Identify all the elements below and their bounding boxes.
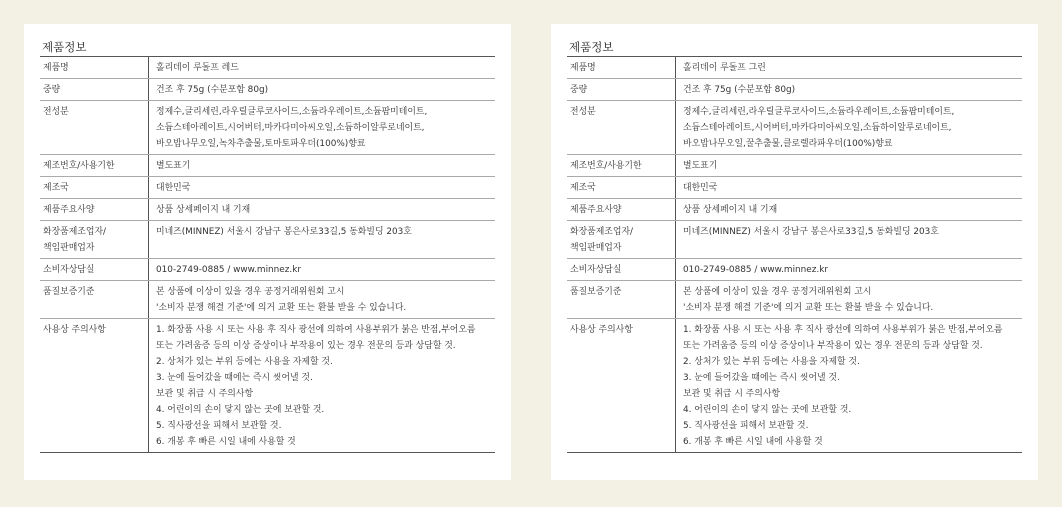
row-value bbox=[149, 281, 496, 319]
row-value bbox=[676, 199, 1023, 221]
row-value bbox=[149, 79, 496, 101]
row-label-text: 중량 bbox=[570, 85, 588, 95]
row-value-text: 별도표기 bbox=[156, 161, 191, 171]
table-row bbox=[567, 259, 1022, 281]
row-label bbox=[567, 221, 676, 259]
row-value-text: 4. 어린이의 손이 닿지 않는 곳에 보관할 것. bbox=[683, 405, 852, 415]
row-value-text: 바오밥나무오일,꿀추출물,클로렐라파우더(100%)향료 bbox=[683, 139, 893, 149]
table-row bbox=[567, 79, 1022, 101]
row-value-text: 대한민국 bbox=[156, 183, 191, 193]
row-value-text: 5. 직사광선을 피해서 보관할 것. bbox=[156, 421, 282, 431]
row-value-text: 본 상품에 이상이 있을 경우 공정거래위원회 고시 bbox=[683, 287, 872, 297]
row-value-text: 대한민국 bbox=[683, 183, 718, 193]
row-value-text: 010-2749-0885 / www.minnez.kr bbox=[156, 265, 302, 275]
row-label bbox=[567, 281, 676, 319]
row-label bbox=[40, 79, 149, 101]
row-value bbox=[149, 177, 496, 199]
row-value bbox=[676, 281, 1023, 319]
row-label-text: 중량 bbox=[43, 85, 61, 95]
row-value-text: 보관 및 취급 시 주의사항 bbox=[156, 389, 254, 399]
row-value bbox=[676, 57, 1023, 79]
row-label-text: 소비자상담실 bbox=[570, 265, 622, 275]
row-value-text: 5. 직사광선을 피해서 보관할 것. bbox=[683, 421, 809, 431]
row-value-text: 보관 및 취급 시 주의사항 bbox=[683, 389, 781, 399]
table-row bbox=[40, 155, 495, 177]
row-value-text: '소비자 분쟁 해결 기준'에 의거 교환 또는 환불 받을 수 있습니다. bbox=[156, 303, 407, 313]
table-row bbox=[40, 199, 495, 221]
row-label-text: 제품주요사양 bbox=[43, 205, 95, 215]
row-label bbox=[40, 57, 149, 79]
row-value bbox=[676, 79, 1023, 101]
row-value-text: 별도표기 bbox=[683, 161, 718, 171]
row-value-text: 홀리데이 루돌프 레드 bbox=[156, 63, 239, 73]
row-value bbox=[149, 101, 496, 155]
table-row bbox=[567, 177, 1022, 199]
row-value bbox=[676, 177, 1023, 199]
table-row bbox=[567, 155, 1022, 177]
row-value-text: 3. 눈에 들어갔을 때에는 즉시 씻어낼 것. bbox=[156, 373, 313, 383]
row-value-text: 또는 가려움증 등의 이상 증상이나 부작용이 있는 경우 전문의 등과 상담할 것. bbox=[683, 341, 983, 351]
row-value-text: 상품 상세페이지 내 기재 bbox=[683, 205, 778, 215]
row-label bbox=[567, 57, 676, 79]
row-value-text: '소비자 분쟁 해결 기준'에 의거 교환 또는 환불 받을 수 있습니다. bbox=[683, 303, 934, 313]
row-value-text: 본 상품에 이상이 있을 경우 공정거래위원회 고시 bbox=[156, 287, 345, 297]
row-label-text: 화장품제조업자/ bbox=[43, 227, 107, 237]
table-row bbox=[40, 57, 495, 79]
card-title: 제품정보 bbox=[569, 40, 614, 54]
row-value-text: 소듐스테아레이트,시어버터,마카다미아씨오일,소듐하이알루로네이트, bbox=[683, 123, 952, 133]
row-label bbox=[40, 221, 149, 259]
table-row bbox=[40, 101, 495, 155]
row-label bbox=[567, 101, 676, 155]
row-label bbox=[567, 177, 676, 199]
row-label-text: 화장품제조업자/ bbox=[570, 227, 634, 237]
row-label-text: 제조번호/사용기한 bbox=[570, 161, 642, 171]
table-row bbox=[40, 281, 495, 319]
row-label bbox=[567, 79, 676, 101]
row-value bbox=[676, 259, 1023, 281]
row-value-text: 소듐스테아레이트,시어버터,마카다미아씨오일,소듐하이알루로네이트, bbox=[156, 123, 425, 133]
table-row bbox=[40, 177, 495, 199]
row-value-text: 정제수,글리세린,라우릴글루코사이드,소듐라우레이트,소듐팜미테이트, bbox=[156, 107, 428, 117]
row-value-text: 010-2749-0885 / www.minnez.kr bbox=[683, 265, 829, 275]
row-label bbox=[40, 319, 149, 453]
row-value bbox=[676, 155, 1023, 177]
row-label bbox=[40, 259, 149, 281]
row-label-text: 품질보증기준 bbox=[43, 287, 95, 297]
row-label-text: 책임판매업자 bbox=[570, 243, 622, 253]
row-label-text: 전성분 bbox=[43, 107, 69, 117]
row-value-text: 정제수,글리세린,라우릴글루코사이드,소듐라우레이트,소듐팜미테이트, bbox=[683, 107, 955, 117]
row-value-text: 건조 후 75g (수분포함 80g) bbox=[683, 85, 796, 95]
row-value bbox=[149, 221, 496, 259]
row-label bbox=[567, 199, 676, 221]
row-label-text: 사용상 주의사항 bbox=[43, 325, 106, 335]
row-label-text: 전성분 bbox=[570, 107, 596, 117]
row-label bbox=[40, 281, 149, 319]
row-value-text: 1. 화장품 사용 시 또는 사용 후 직사 광선에 의하여 사용부위가 붉은 반점,부어오름 bbox=[683, 325, 1003, 335]
table-row bbox=[567, 221, 1022, 259]
row-value bbox=[149, 199, 496, 221]
row-value-text: 건조 후 75g (수분포함 80g) bbox=[156, 85, 269, 95]
table-row bbox=[40, 79, 495, 101]
row-value-text: 홀리데이 루돌프 그린 bbox=[683, 63, 766, 73]
table-row bbox=[567, 101, 1022, 155]
row-value bbox=[676, 101, 1023, 155]
product-info-table bbox=[567, 56, 1022, 453]
row-label-text: 사용상 주의사항 bbox=[570, 325, 633, 335]
row-label bbox=[567, 155, 676, 177]
row-label-text: 품질보증기준 bbox=[570, 287, 622, 297]
row-label-text: 소비자상담실 bbox=[43, 265, 95, 275]
row-label-text: 제품명 bbox=[570, 63, 596, 73]
table-row bbox=[40, 319, 495, 453]
row-value-text: 또는 가려움증 등의 이상 증상이나 부작용이 있는 경우 전문의 등과 상담할 것. bbox=[156, 341, 456, 351]
row-value-text: 상품 상세페이지 내 기재 bbox=[156, 205, 251, 215]
row-value-text: 2. 상처가 있는 부위 등에는 사용을 자제할 것. bbox=[156, 357, 333, 367]
product-info-card-red bbox=[24, 24, 511, 480]
table-row bbox=[567, 199, 1022, 221]
row-value-text: 바오밥나무오일,녹차추출물,토마토파우더(100%)향료 bbox=[156, 139, 366, 149]
row-label bbox=[567, 259, 676, 281]
table-row bbox=[567, 319, 1022, 453]
row-value-text: 1. 화장품 사용 시 또는 사용 후 직사 광선에 의하여 사용부위가 붉은 반점,부어오름 bbox=[156, 325, 476, 335]
row-label bbox=[567, 319, 676, 453]
row-label-text: 제조번호/사용기한 bbox=[43, 161, 115, 171]
table-row bbox=[567, 281, 1022, 319]
product-info-table bbox=[40, 56, 495, 453]
row-label bbox=[40, 155, 149, 177]
row-value bbox=[149, 155, 496, 177]
row-value bbox=[676, 221, 1023, 259]
row-label-text: 제품명 bbox=[43, 63, 69, 73]
row-value-text: 4. 어린이의 손이 닿지 않는 곳에 보관할 것. bbox=[156, 405, 325, 415]
row-label bbox=[40, 199, 149, 221]
card-title: 제품정보 bbox=[42, 40, 87, 54]
row-value bbox=[149, 259, 496, 281]
table-row bbox=[40, 259, 495, 281]
table-row bbox=[567, 57, 1022, 79]
row-value-text: 3. 눈에 들어갔을 때에는 즉시 씻어낼 것. bbox=[683, 373, 840, 383]
row-label-text: 제조국 bbox=[43, 183, 69, 193]
product-info-card-green bbox=[551, 24, 1038, 480]
table-row bbox=[40, 221, 495, 259]
row-label-text: 책임판매업자 bbox=[43, 243, 95, 253]
row-value-text: 6. 개봉 후 빠른 시일 내에 사용할 것 bbox=[156, 437, 296, 447]
row-value-text: 6. 개봉 후 빠른 시일 내에 사용할 것 bbox=[683, 437, 823, 447]
row-value bbox=[676, 319, 1023, 453]
row-value-text: 2. 상처가 있는 부위 등에는 사용을 자제할 것. bbox=[683, 357, 860, 367]
row-value bbox=[149, 319, 496, 453]
row-value-text: 미네즈(MINNEZ) 서울시 강남구 봉은사로33길,5 동화빌딩 203호 bbox=[683, 227, 939, 237]
row-label-text: 제조국 bbox=[570, 183, 596, 193]
row-label bbox=[40, 101, 149, 155]
row-value-text: 미네즈(MINNEZ) 서울시 강남구 봉은사로33길,5 동화빌딩 203호 bbox=[156, 227, 412, 237]
row-label bbox=[40, 177, 149, 199]
row-value bbox=[149, 57, 496, 79]
row-label-text: 제품주요사양 bbox=[570, 205, 622, 215]
